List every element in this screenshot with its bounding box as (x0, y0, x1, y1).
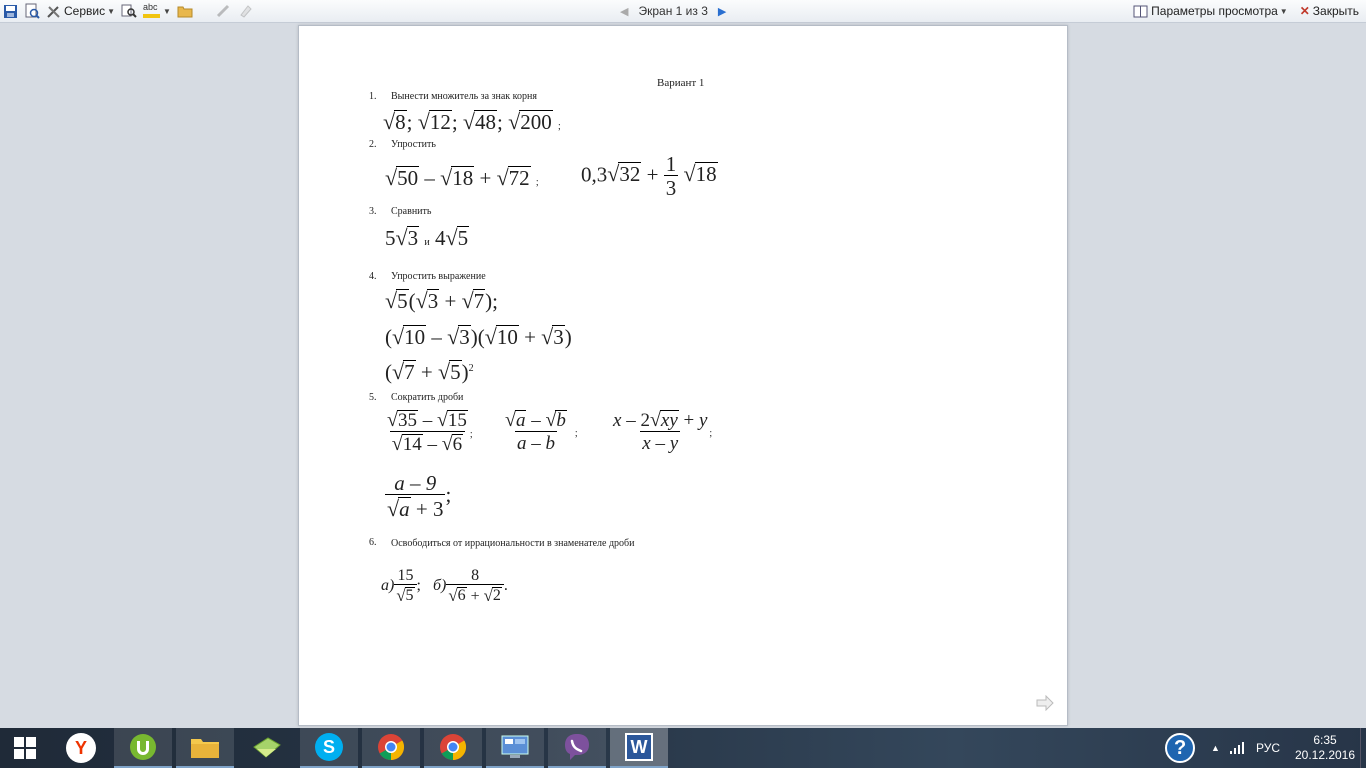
task-text: Упростить (391, 139, 436, 150)
task-text: Вынести множитель за знак корня (391, 91, 537, 102)
task-number: 3. (369, 206, 377, 217)
viber-icon (562, 732, 592, 762)
folder-icon (190, 734, 220, 760)
language-indicator[interactable]: РУС (1255, 741, 1280, 755)
save-icon (3, 4, 18, 19)
clock-time: 6:35 (1313, 733, 1337, 747)
tools-icon (46, 4, 61, 19)
task5-fraction-3: x – 2 √ xy + y x – y ; (613, 408, 713, 454)
task5-fraction-4: a – 9 √ a + 3 ; (387, 471, 452, 521)
control-panel-icon (500, 734, 530, 760)
prev-screen-arrow-icon[interactable]: ◀ (620, 5, 629, 18)
folder-icon (177, 4, 193, 18)
taskbar-utorrent[interactable] (114, 728, 172, 768)
task2-formula-b: 0,3 √ 32 + $\frac{1}{3}$ √ 18 (581, 152, 717, 200)
taskbar-file-explorer[interactable] (176, 728, 234, 768)
clock-date: 20.12.2016 (1294, 748, 1356, 762)
chrome-icon (377, 733, 405, 761)
taskbar-viber[interactable] (548, 728, 606, 768)
close-icon: ✕ (1299, 4, 1310, 18)
research-icon (121, 3, 137, 19)
document-page (298, 25, 1068, 726)
spelling-icon: abc (143, 3, 161, 19)
edit-button[interactable] (212, 0, 234, 22)
task-number: 1. (369, 91, 377, 102)
page-title: Вариант 1 (657, 77, 705, 89)
task2-formula-a: √ 50 – √ 18 + √ 72 ; (385, 165, 539, 190)
windows-taskbar (0, 728, 1366, 768)
view-options-menu[interactable] (1130, 0, 1291, 22)
task6-formula: а) 15 √ 5 ; б) 8 √ 6 + √ 2 . (381, 567, 508, 605)
chevron-down-icon: ▼ (1279, 6, 1288, 16)
task4-formula-c: ( √ 7 + √ 5 )$^2$ (385, 359, 474, 384)
taskbar-control-panel[interactable] (486, 728, 544, 768)
windows-logo-icon (14, 737, 36, 759)
start-button[interactable] (0, 728, 50, 768)
task-number: 2. (369, 139, 377, 150)
open-folder-button[interactable] (174, 0, 196, 22)
task-text: Упростить выражение (391, 271, 486, 282)
help-icon[interactable]: ? (1165, 733, 1195, 763)
research-button[interactable] (118, 0, 140, 22)
next-page-arrow-icon[interactable] (1036, 695, 1054, 711)
taskbar-chrome-2[interactable] (424, 728, 482, 768)
task4-formula-a: √ 5 ( √ 3 + √ 7 ); (385, 288, 498, 313)
task-number: 5. (369, 392, 377, 403)
task3-formula: 5 √ 3 и 4 √ 5 (385, 225, 469, 250)
chevron-down-icon: ▼ (107, 6, 116, 16)
chevron-down-icon: ▼ (163, 6, 171, 16)
spelling-menu[interactable] (140, 0, 174, 22)
close-label: Закрыть (1312, 4, 1359, 18)
print-preview-button[interactable] (21, 0, 43, 22)
reading-toolbar (0, 0, 1366, 23)
view-options-icon (1133, 4, 1148, 19)
folder-green-icon (252, 735, 282, 761)
system-tray (1165, 728, 1366, 768)
tray-expand-icon[interactable]: ▲ (1211, 743, 1220, 753)
taskbar-yandex-browser[interactable] (52, 728, 110, 768)
task5-fraction-2: √ a – √ b a – b ; (505, 408, 578, 454)
highlight-button[interactable] (234, 0, 256, 22)
skype-icon: S (315, 733, 343, 761)
chrome-icon (439, 733, 467, 761)
service-label: Сервис (64, 4, 106, 18)
task-number: 6. (369, 537, 377, 548)
taskbar-chrome-1[interactable] (362, 728, 420, 768)
close-button[interactable] (1297, 0, 1362, 22)
clock[interactable] (1290, 733, 1360, 763)
screen-navigation (620, 0, 726, 22)
show-desktop-button[interactable] (1360, 728, 1366, 768)
highlighter-icon (237, 3, 253, 19)
task5-fraction-1: √ 35 – √ 15 √ 14 – √ 6 ; (387, 408, 473, 455)
next-screen-arrow-icon[interactable]: ▶ (717, 5, 727, 18)
taskbar-skype[interactable] (300, 728, 358, 768)
print-preview-icon (24, 3, 40, 19)
taskbar-file-manager[interactable] (238, 728, 296, 768)
save-button[interactable] (0, 0, 21, 22)
word-icon: W (625, 733, 653, 761)
task-text: Освободиться от иррациональности в знаменателе дроби (391, 538, 635, 549)
task-text: Сократить дроби (391, 392, 464, 403)
pencil-icon (215, 3, 231, 19)
task-text: Сравнить (391, 206, 432, 217)
task4-formula-b: ( √ 10 – √ 3 )( √ 10 + √ 3 ) (385, 324, 572, 349)
taskbar-word[interactable] (610, 728, 668, 768)
service-menu[interactable] (43, 0, 118, 22)
task-number: 4. (369, 271, 377, 282)
view-options-label: Параметры просмотра (1151, 4, 1278, 18)
utorrent-icon (129, 733, 157, 761)
network-signal-icon[interactable] (1230, 742, 1246, 754)
task1-formula: √ 8 ; √ 12 ; √ 48 ; √ 200 ; (383, 109, 561, 134)
screen-counter: Экран 1 из 3 (638, 4, 708, 18)
yandex-icon: Y (66, 733, 96, 763)
